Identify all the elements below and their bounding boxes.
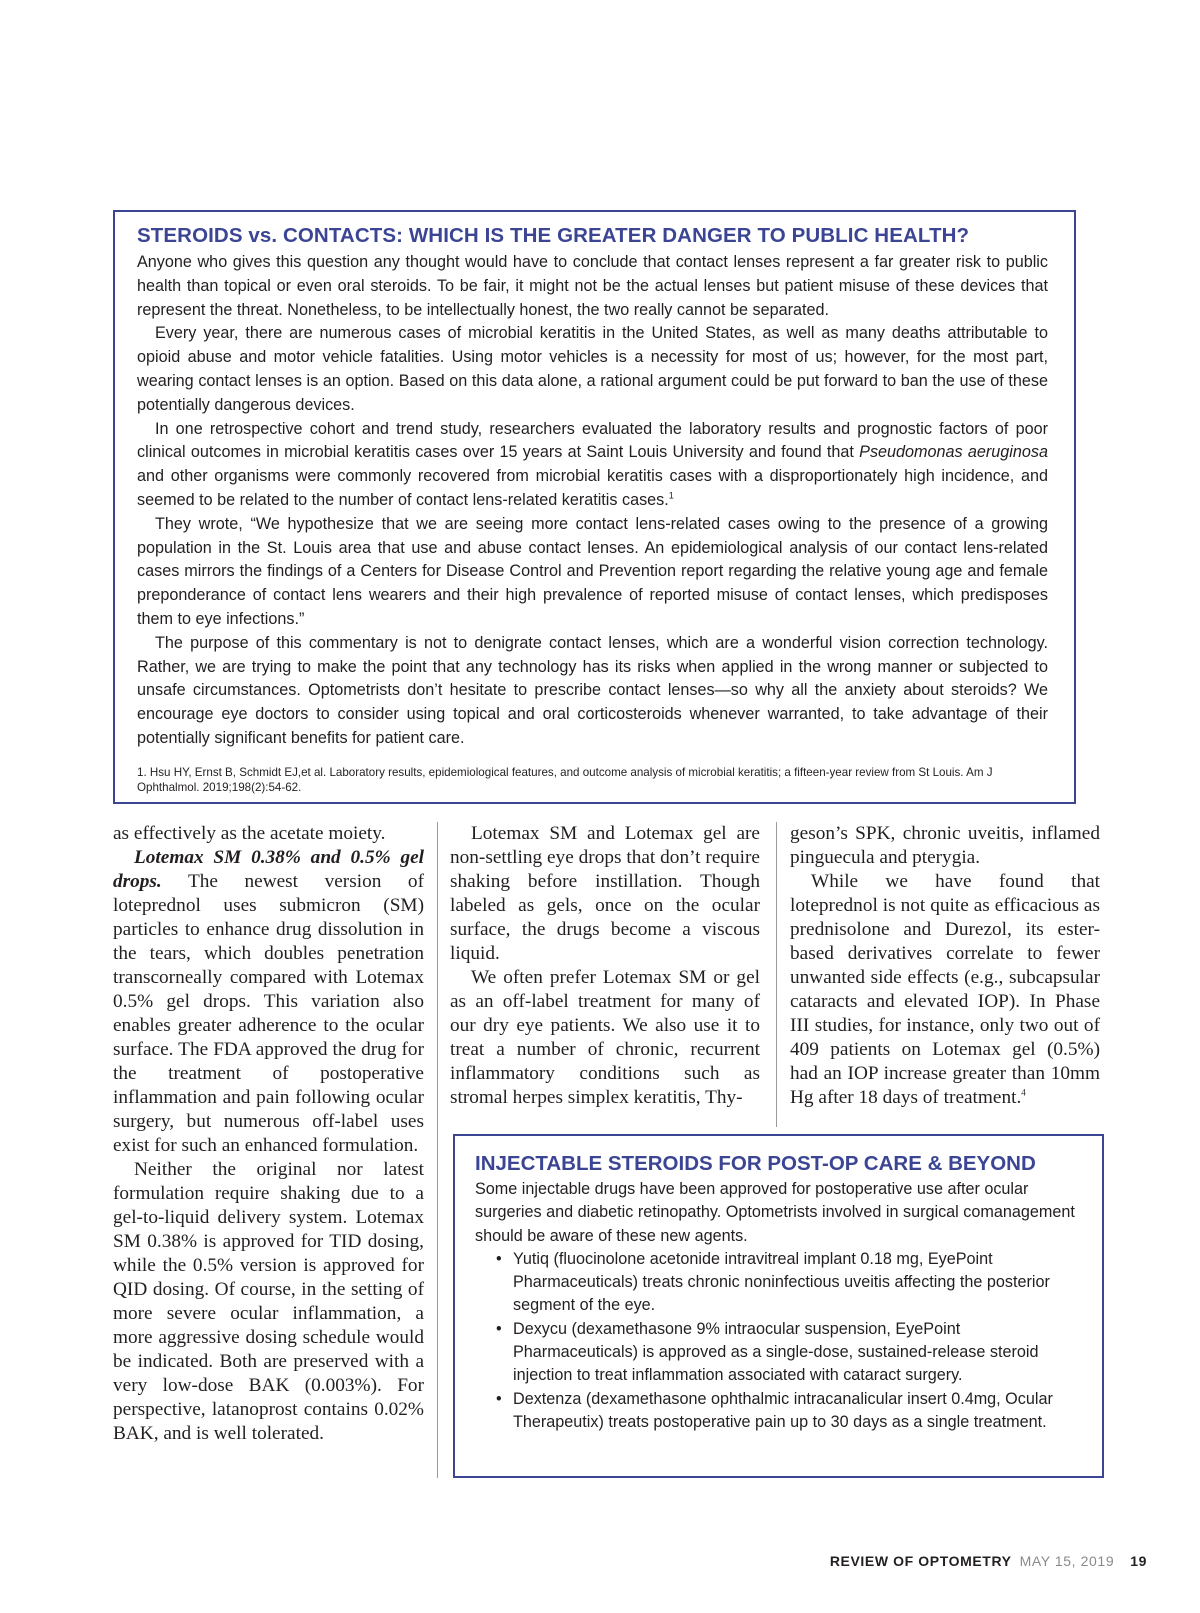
sidebar-paragraph: Every year, there are numerous cases of microbial keratitis in the United States, as well as many deaths attributable to opioid abuse and motor vehicle fatalities. Using motor vehicles is a necessity for most of us; however, for the most part, wearing contact lenses is an option. Based on this data alone, a rational argument could be put forward to ban the use of these potentially dangerous devices. <box>137 324 1048 414</box>
publication-name: REVIEW OF OPTOMETRY <box>829 1553 1012 1569</box>
page-number: 19 <box>1130 1553 1147 1569</box>
injectable-intro: Some injectable drugs have been approved for postoperative use after ocular surgeries and diabetic retinopathy. Optometrists involved in surgical comanagement should be aware of these new agents. <box>475 1180 1075 1245</box>
issue-date: MAY 15, 2019 <box>1019 1553 1115 1569</box>
bullet-icon: • <box>496 1249 502 1268</box>
article-text: While we have found that loteprednol is not quite as efficacious as prednisolone and Durezol, its ester-based derivatives correlate to fewer unwanted side effects (e.g., subcapsular cataracts and elevated IOP). In Phase III studies, for instance, only two out of 409 patients on Lotemax gel (0.5%) had an IOP increase greater than 10mm Hg after 18 days of treatment. <box>790 871 1100 1108</box>
sidebar-paragraph: Anyone who gives this question any thought would have to conclude that contact lenses represent a far greater risk to public health than topical or even oral steroids. To be fair, it might not be the actual lenses but patient misuse of these devices that represent the threat. Nonetheless, to be intellectually honest, the two really cannot be separated. <box>137 253 1048 319</box>
sidebar-paragraph <box>137 418 1048 513</box>
bullet-icon: • <box>496 1319 502 1338</box>
column-divider <box>437 822 438 1478</box>
article-paragraph: Neither the original nor latest formulation require shaking due to a gel-to-liquid delivery system. Lotemax SM 0.38% is approved for TID dosing, while the 0.5% version is approved for QID dosing. Of course, in the setting of more severe ocular inflammation, a more aggressive dosing schedule would be indicated. Both are preserved with a very low-dose BAK (0.003%). For perspective, latanoprost contains 0.02% BAK, and is well tolerated. <box>113 1159 424 1444</box>
article-text: The newest version of loteprednol uses submicron (SM) particles to enhance drug dissolution in the tears, which doubles penetration transcorneally compared with Lotemax 0.5% gel drops. This variation also enables greater adherence to the ocular surface. The FDA approved the drug for the treatment of postoperative inflammation and pain following ocular surgery, but numerous off-label uses exist for such an enhanced formulation. <box>113 871 424 1156</box>
article-paragraph: Lotemax SM and Lotemax gel are non-settling eye drops that don’t require shaking before instillation. Though labeled as gels, once on the ocular surface, the drugs become a viscous liquid. <box>450 823 760 964</box>
list-item <box>496 1248 1082 1318</box>
sidebar-paragraph: They wrote, “We hypothesize that we are seeing more contact lens-related cases owing to the presence of a growing population in the St. Louis area that use and abuse contact lenses. An epidemiological analysis of our contact lens-related cases mirrors the findings of a Centers for Disease Control and Prevention report regarding the relative young age and female preponderance of contact lens wearers and their high prevalence of reported misuse of contact lenses, which predisposes them to eye infections.” <box>137 514 1048 628</box>
article-paragraph <box>790 870 1100 1110</box>
footnote-marker: 4 <box>1021 1087 1026 1098</box>
article-column-3 <box>790 822 1100 1110</box>
list-item <box>496 1318 1082 1388</box>
article-paragraph: We often prefer Lotemax SM or gel as an off-label treatment for many of our dry eye patients. We also use it to treat a number of chronic, recurrent inflammatory conditions such as stromal herpes simplex keratitis, Thy- <box>450 967 760 1108</box>
sidebar-box <box>113 210 1076 804</box>
injectable-box <box>453 1134 1104 1478</box>
bullet-icon: • <box>496 1389 502 1408</box>
injectable-list <box>475 1248 1082 1434</box>
sidebar-body <box>137 251 1048 751</box>
article-paragraph: as effectively as the acetate moiety. <box>113 823 386 844</box>
sidebar-paragraph: The purpose of this commentary is not to denigrate contact lenses, which are a wonderful vision correction technology. Rather, we are trying to make the point that any technology has its risks when applied in the wrong manner or subjected to unsafe circumstances. Optometrists don’t hesitate to prescribe contact lenses—so why all the anxiety about steroids? We encourage eye doctors to consider using topical and oral corticosteroids whenever warranted, to take advantage of their potentially significant benefits for patient care. <box>137 633 1048 747</box>
article-column-2 <box>450 822 760 1110</box>
column-divider <box>776 822 777 1127</box>
subheading: Lotemax SM 0.38% and 0.5% gel drops. <box>113 847 424 892</box>
list-item <box>496 1388 1082 1435</box>
sidebar-reference: 1. Hsu HY, Ernst B, Schmidt EJ,et al. Laboratory results, epidemiological features, and outcome analysis of microbial keratitis; a fifteen-year review from St Louis. Am J Ophthalmol. 2019;198(2):54-62. <box>137 765 993 794</box>
list-item-text: Yutiq (fluocinolone acetonide intravitreal implant 0.18 mg, EyePoint Pharmaceuticals) treats chronic noninfectious uveitis affecting the posterior segment of the eye. <box>513 1249 1050 1315</box>
injectable-title: INJECTABLE STEROIDS FOR POST-OP CARE & BEYOND <box>475 1152 1036 1175</box>
page-footer <box>830 1553 1147 1569</box>
sidebar-text: In one retrospective cohort and trend study, researchers evaluated the laboratory results and prognostic factors of poor clinical outcomes in microbial keratitis cases over 15 years at Saint Louis University and found that <box>137 419 1048 462</box>
sidebar-text: and other organisms were commonly recovered from microbial keratitis cases with a disproportionately high incidence, and seemed to be related to the number of contact lens-related keratitis cases. <box>137 467 1048 509</box>
sidebar-title: STEROIDS vs. CONTACTS: WHICH IS THE GREATER DANGER TO PUBLIC HEALTH? <box>137 224 970 247</box>
footnote-marker: 1 <box>668 490 674 501</box>
article-paragraph <box>113 846 424 1158</box>
article-paragraph: geson’s SPK, chronic uveitis, inflamed pinguecula and pterygia. <box>790 823 1100 868</box>
sidebar-italic-text: Pseudomonas aeruginosa <box>859 443 1048 462</box>
article-column-1 <box>113 822 424 1446</box>
list-item-text: Dextenza (dexamethasone ophthalmic intracanalicular insert 0.4mg, Ocular Therapeutix) treats postoperative pain up to 30 days as a single treatment. <box>513 1389 1053 1431</box>
list-item-text: Dexycu (dexamethasone 9% intraocular suspension, EyePoint Pharmaceuticals) is approved as a single-dose, sustained-release steroid injection to treat inflammation associated with cataract surgery. <box>513 1319 1039 1385</box>
